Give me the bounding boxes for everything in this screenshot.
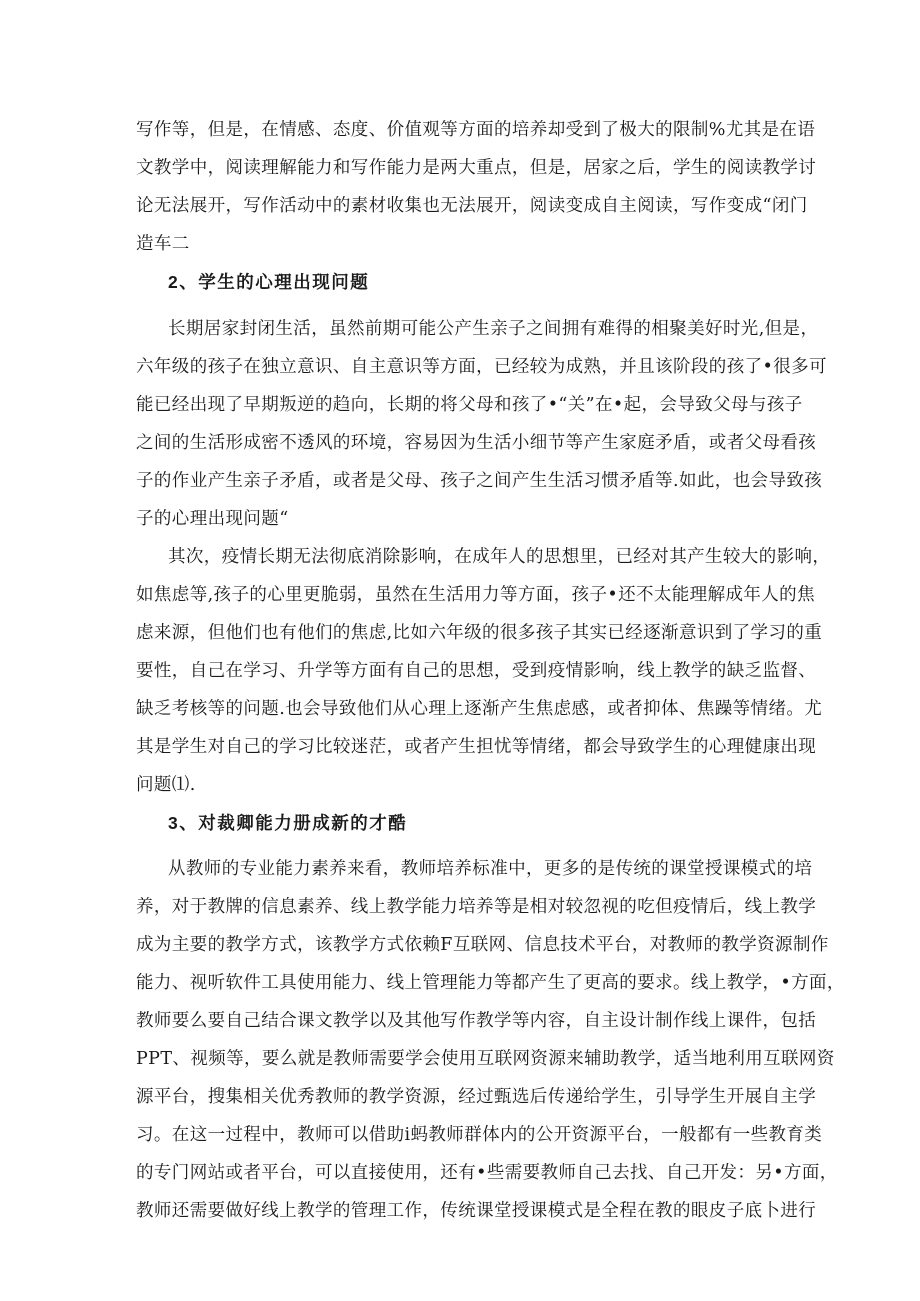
section-number: 3 <box>168 813 180 833</box>
text-line: 写作等，但是，在情感、态度、价值观等方面的培养却受到了极大的限制%尤其是在语 <box>136 120 816 140</box>
text-line: 养，对于教牌的信息素养、线上教学能力培养等是相对较忽视的吃但疫情后，线上教学 <box>136 897 817 917</box>
section-number: 2 <box>168 272 180 292</box>
text-line: 之间的生活形成密不透风的环境，容易因为生活小细节等产生家庭矛盾，或者父母看孩 <box>136 433 817 453</box>
section-heading-2 <box>168 270 369 295</box>
text-line: 虑来源，但他们也有他们的焦虑,比如六年级的很多孩子其实已经逐渐意识到了学习的重 <box>136 623 823 643</box>
text-line: 能已经出现了早期叛逆的趋向，长期的将父母和孩了•“关”在•起，会导致父母与孩子 <box>136 395 803 415</box>
text-line: 习。在这一过程中，教师可以借助i蚂教师群体内的公开资源平台，一般都有一些教育类 <box>136 1125 823 1145</box>
text-line: 从教师的专业能力素养来看，教师培养标准中，更多的是传统的课堂授课模式的培 <box>168 859 813 879</box>
section-title: 、对裁卿能力册成新的才酷 <box>179 814 408 834</box>
text-line: 子的作业产生亲子矛盾，或者是父母、孩子之间产生生活习惯矛盾等.如此，也会导致孩 <box>136 471 823 491</box>
text-line: 其次，疫情长期无法彻底消除影响，在成年人的思想里，已经对其产生较大的影响， <box>168 547 831 567</box>
text-line: 教师要么要自己结合课文教学以及其他写作教学等内容，自主设计制作线上课件，包括 <box>136 1011 817 1031</box>
text-line: 其是学生对自己的学习比较迷茫，或者产生担忧等情绪，都会导致学生的心理健康出现 <box>136 737 817 757</box>
text-line: 子的心理出现问题“ <box>136 509 289 529</box>
text-line: 教师还需要做好线上教学的管理工作，传统课堂授课模式是全程在教的眼皮子底卜进行 <box>136 1201 817 1221</box>
text-line: 的专门网站或者平台，可以直接使用，还有•些需要教师自己去找、自己开发：另•方面， <box>136 1163 838 1183</box>
text-line: 论无法展开，写作活动中的素材收集也无法展开，阅读变成自主阅读，写作变成“闭门 <box>136 196 808 216</box>
text-line: 能力、视听软件工具使用能力、线上管理能力等都产生了更高的要求。线上教学，•方面， <box>136 973 845 993</box>
text-line: 六年级的孩子在独立意识、自主意识等方面，已经较为成熟，并且该阶段的孩了•很多可 <box>136 357 827 377</box>
text-line: 文教学中，阅读理解能力和写作能力是两大重点，但是，居家之后，学生的阅读教学讨 <box>136 158 817 178</box>
text-line: 缺乏考核等的问题.也会导致他们从心理上逐渐产生焦虑感，或者抑体、焦躁等情绪。尤 <box>136 699 823 719</box>
text-line: 如焦虑等,孩子的心里更脆弱，虽然在生活用力等方面，孩子•还不太能理解成年人的焦 <box>136 585 815 605</box>
text-line: 成为主要的教学方式，该教学方式依赖F互联网、信息技术平台，对教师的教学资源制作 <box>136 935 829 955</box>
text-line: PPT、视频等，要么就是教师需要学会使用互联网资源来辅助教学，适当地利用互联网资 <box>136 1049 835 1069</box>
text-line: 源平台，搜集相关优秀教师的教学资源，经过甄选后传递给学生，引导学生开展自主学 <box>136 1087 817 1107</box>
text-line: 要性，自己在学习、升学等方面有自己的思想，受到疫情影响，线上教学的缺乏监督、 <box>136 661 817 681</box>
text-line: 长期居家封闭生活，虽然前期可能公产生亲子之间拥有难得的相聚美好时光,但是， <box>168 319 819 339</box>
text-line: 造车二 <box>136 234 190 254</box>
section-heading-3 <box>168 811 407 836</box>
section-title: 、学生的心理出现问题 <box>179 273 370 293</box>
text-line: 问题⑴. <box>136 775 196 795</box>
